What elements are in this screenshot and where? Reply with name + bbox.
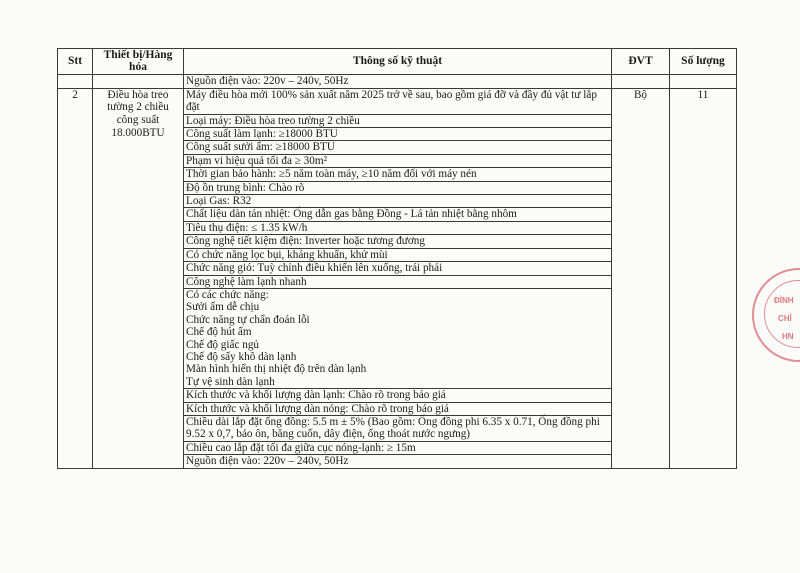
feature-line: Tự vệ sinh dàn lạnh — [186, 375, 275, 388]
continuation-item — [93, 74, 184, 88]
spec-line: Chiều dài lắp đặt ống đồng: 5.5 m ± 5% (Bao gồm: Ống đồng phi 6.35 x 0.71, Ống đồng phi 9.52 x 0,7, bảo ôn, băng cuốn, dây điện, ống thoát nước ngưng) — [184, 415, 612, 441]
feature-line: Có các chức năng: — [186, 288, 269, 301]
feature-line: Chế độ giấc ngủ — [186, 338, 260, 351]
red-seal-stamp — [752, 268, 800, 362]
feature-line: Chế độ sấy khô dàn lạnh — [186, 350, 297, 363]
item-name: Điều hòa treo tường 2 chiều công suất 18.000BTU — [93, 88, 184, 468]
header-stt: Stt — [58, 49, 93, 75]
spec-line: Công nghệ tiết kiệm điện: Inverter hoặc tương đương — [184, 235, 612, 248]
continuation-qty — [670, 74, 737, 88]
item-unit: Bộ — [612, 88, 670, 468]
spec-line: Chức năng gió: Tuỳ chỉnh điều khiển lên xuống, trái phải — [184, 262, 612, 275]
spec-line: Công suất sưởi ấm: ≥18000 BTU — [184, 141, 612, 154]
spec-line: Phạm vi hiệu quả tối đa ≥ 30m² — [184, 154, 612, 167]
spec-line: Loại Gas: R32 — [184, 195, 612, 208]
spec-table — [57, 48, 737, 469]
header-qty: Số lượng — [670, 49, 737, 75]
spec-line: Tiêu thụ điện: ≤ 1.35 kW/h — [184, 221, 612, 234]
spec-line: Thời gian bảo hành: ≥5 năm toàn máy, ≥10 năm đối với máy nén — [184, 168, 612, 181]
continuation-spec: Nguồn điện vào: 220v – 240v, 50Hz — [184, 74, 612, 88]
continuation-stt — [58, 74, 93, 88]
header-item: Thiết bị/Hàng hóa — [93, 49, 184, 75]
spec-line: Loại máy: Điều hòa treo tường 2 chiều — [184, 114, 612, 127]
spec-line: Công suất làm lạnh: ≥18000 BTU — [184, 128, 612, 141]
item-stt: 2 — [58, 88, 93, 468]
feature-list — [184, 288, 612, 388]
spec-line: Kích thước và khối lượng dàn lạnh: Chào rõ trong báo giá — [184, 389, 612, 402]
spec-line: Có chức năng lọc bụi, kháng khuẩn, khử mùi — [184, 248, 612, 261]
feature-line: Chức năng tự chẩn đoán lỗi — [186, 313, 310, 326]
spec-line: Nguồn điện vào: 220v – 240v, 50Hz — [184, 455, 612, 468]
continuation-unit — [612, 74, 670, 88]
header-spec: Thông số kỹ thuật — [184, 49, 612, 75]
header-row — [58, 49, 737, 75]
item-qty: 11 — [670, 88, 737, 468]
stamp-text-3: HN — [782, 332, 794, 341]
spec-line: Chiều cao lắp đặt tối đa giữa cục nóng-lạnh: ≥ 15m — [184, 441, 612, 454]
feature-line: Sưởi ấm dễ chịu — [186, 301, 260, 314]
header-unit: ĐVT — [612, 49, 670, 75]
continuation-row — [58, 74, 737, 88]
spec-row — [58, 88, 737, 114]
feature-line: Chế độ hút ẩm — [186, 326, 252, 339]
spec-line: Kích thước và khối lượng dàn nóng: Chào rõ trong báo giá — [184, 402, 612, 415]
spec-line: Độ ồn trung bình: Chào rõ — [184, 181, 612, 194]
stamp-text-2: CHÍ — [778, 314, 792, 323]
stamp-text-1: ĐÌNH — [774, 296, 794, 305]
spec-line: Chất liệu dàn tản nhiệt: Ống dẫn gas bằng Đồng - Lá tản nhiệt bằng nhôm — [184, 208, 612, 221]
spec-line: Công nghệ làm lạnh nhanh — [184, 275, 612, 288]
spec-line: Máy điều hòa mới 100% sản xuất năm 2025 trở về sau, bao gồm giá đỡ và đầy đủ vật tư lắp đặt — [184, 88, 612, 114]
feature-line: Màn hình hiển thị nhiệt độ trên dàn lạnh — [186, 363, 367, 376]
